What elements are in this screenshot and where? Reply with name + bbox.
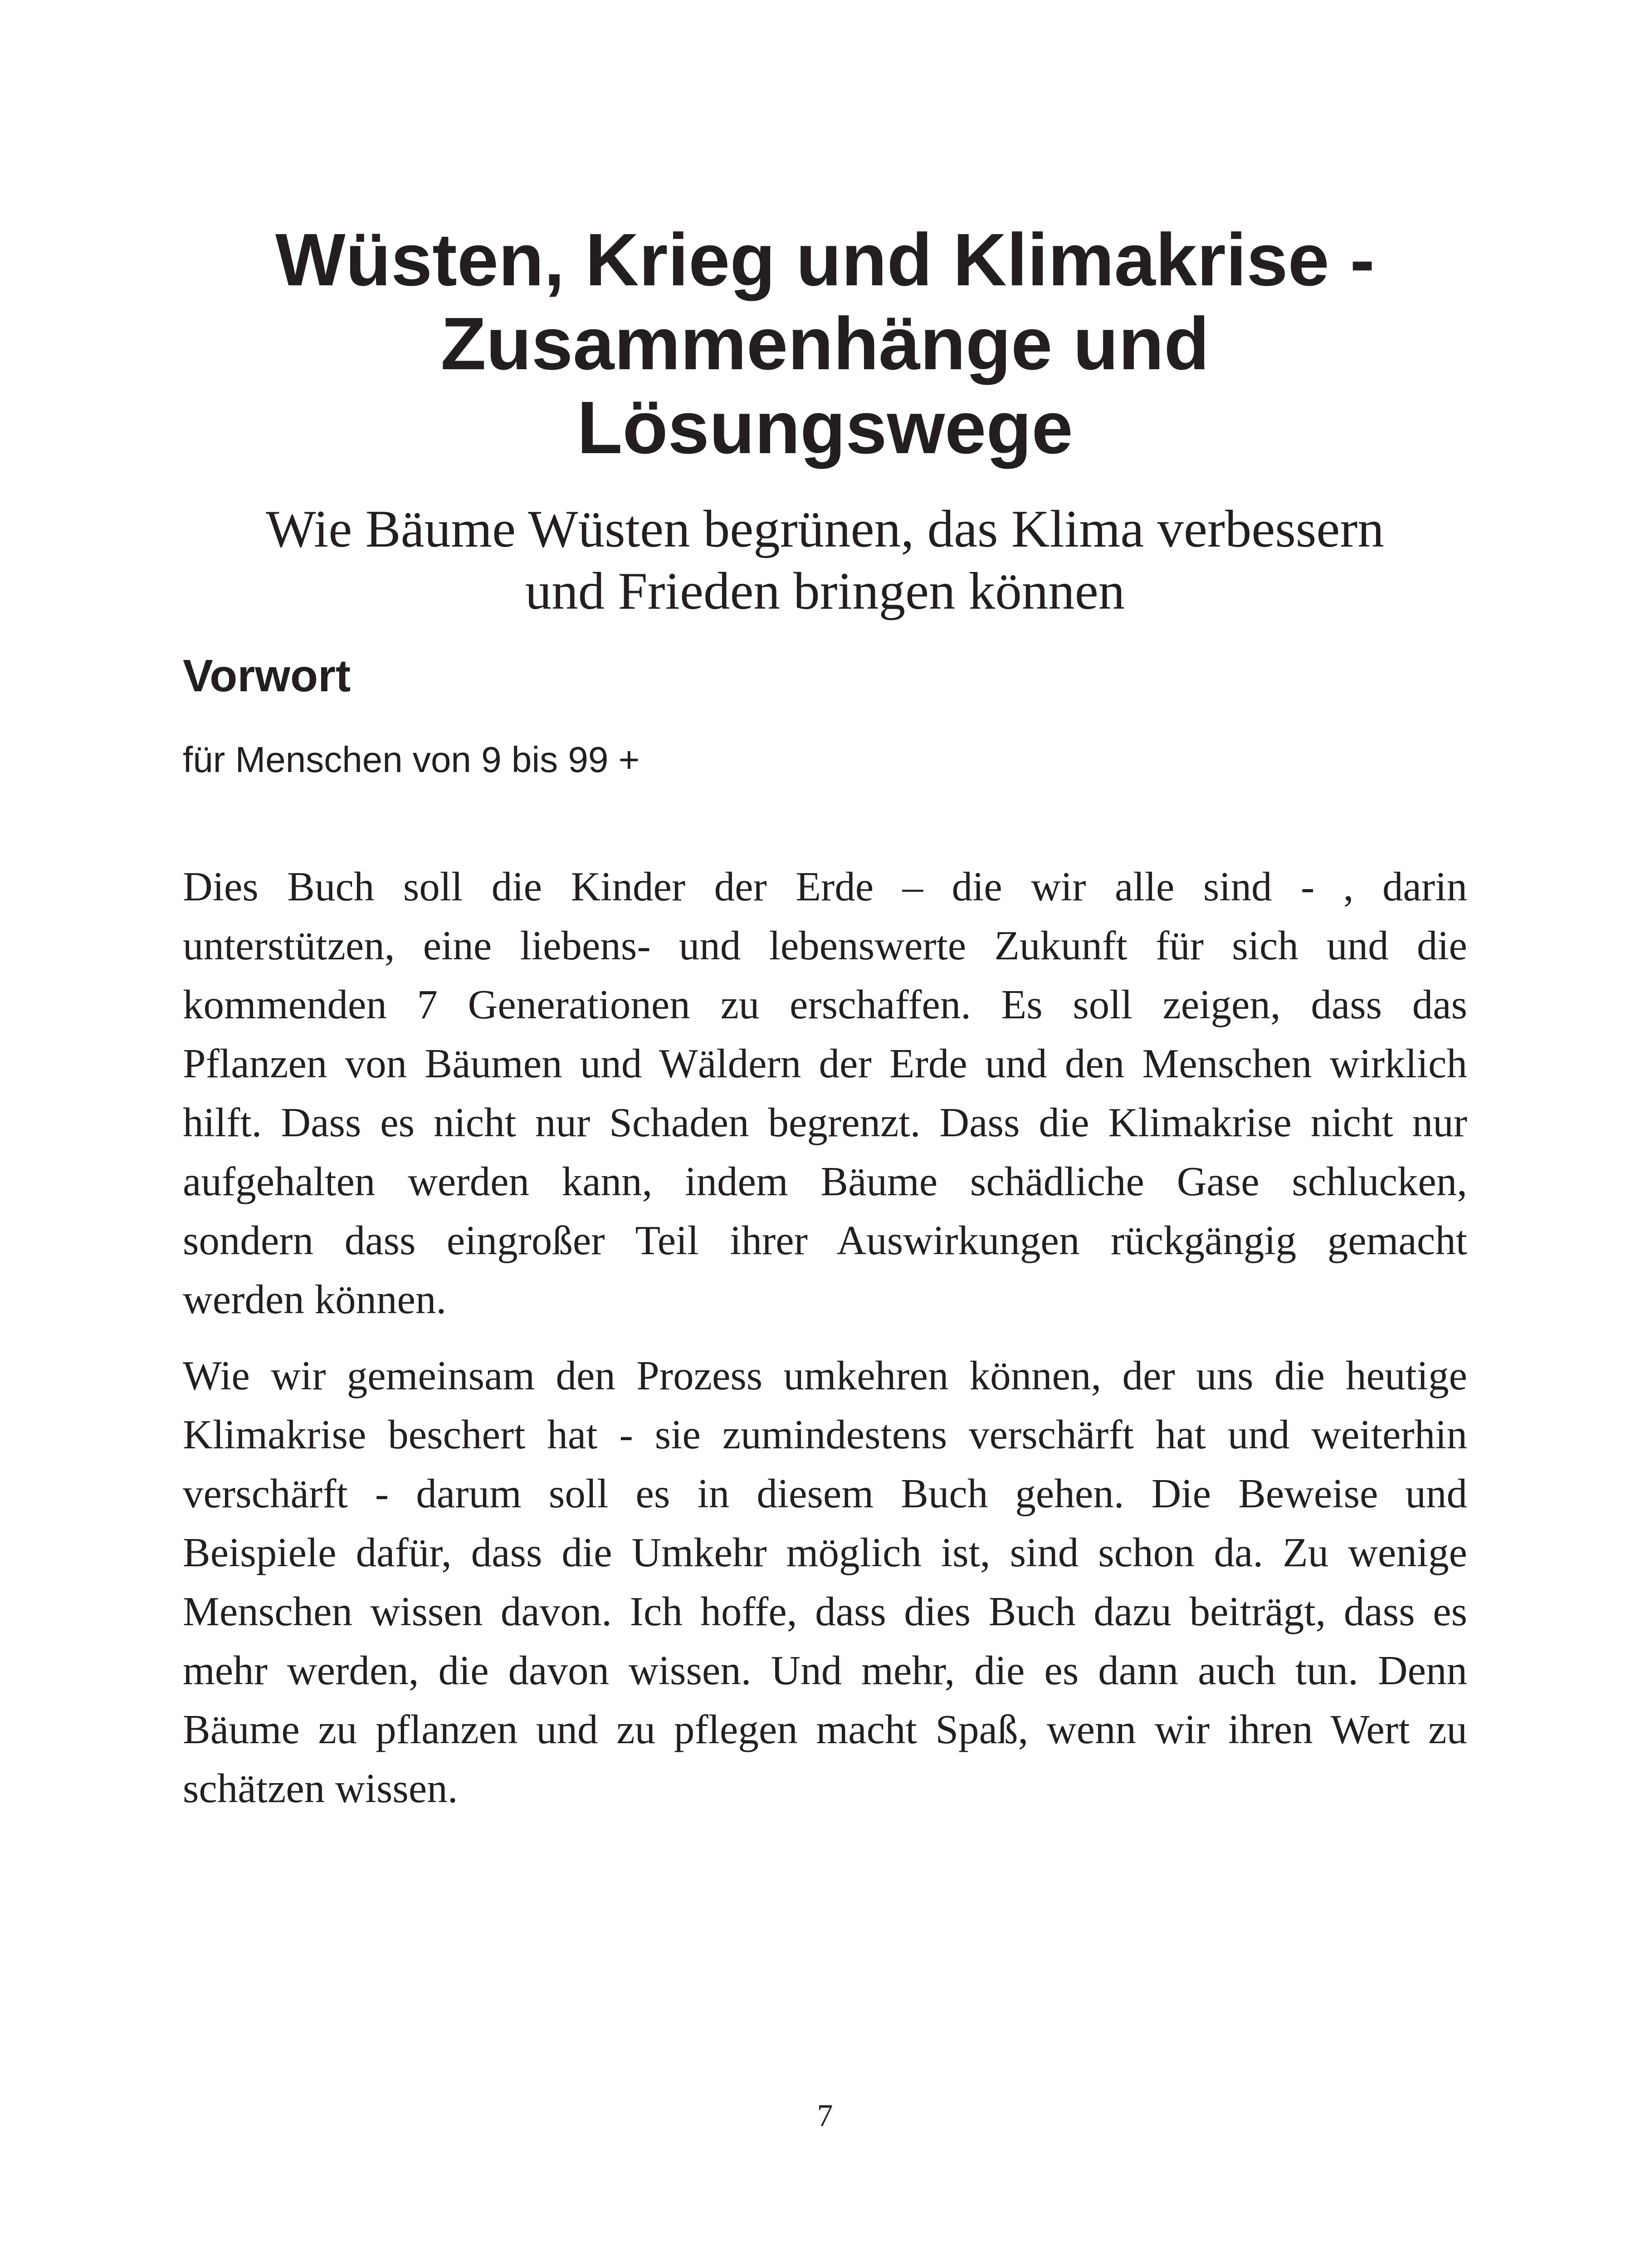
paragraph-line: Wie wir gemeinsam den Prozess umkehren können, der uns die heutige xyxy=(183,1353,1467,1398)
paragraph-line: Bäume zu pflanzen und zu pflegen macht Spaß, wenn wir ihren Wert zu xyxy=(183,1706,1467,1752)
paragraph-line: Klimakrise beschert hat - sie zumindestens verschärft hat und weiterhin xyxy=(183,1412,1467,1457)
title-line-1: Wüsten, Krieg und Klimakrise - xyxy=(275,218,1375,301)
subtitle-line-2: und Frieden bringen können xyxy=(525,562,1125,621)
page-title xyxy=(183,218,1467,469)
page-subtitle xyxy=(183,498,1467,622)
title-line-3: Lösungswege xyxy=(577,386,1073,469)
paragraph-line: mehr werden, die davon wissen. Und mehr, die es dann auch tun. Denn xyxy=(183,1647,1467,1693)
section-heading: Vorwort xyxy=(183,650,351,701)
paragraph-line: kommenden 7 Generationen zu erschaffen. Es soll zeigen, dass das xyxy=(183,982,1467,1027)
paragraph-line: schätzen wissen. xyxy=(183,1765,458,1811)
page-number: 7 xyxy=(817,2098,833,2133)
paragraph-line: Beispiele dafür, dass die Umkehr möglich ist, sind schon da. Zu wenige xyxy=(183,1530,1467,1575)
title-line-2: Zusammenhänge und xyxy=(440,302,1210,385)
paragraph-1 xyxy=(183,857,1467,1329)
paragraph-line: hilft. Dass es nicht nur Schaden begrenzt. Dass die Klimakrise nicht nur xyxy=(183,1100,1467,1145)
paragraph-line: werden können. xyxy=(183,1276,447,1322)
paragraph-2 xyxy=(183,1346,1467,1818)
paragraph-line: Menschen wissen davon. Ich hoffe, dass dies Buch dazu beiträgt, dass es xyxy=(183,1589,1467,1634)
audience-note: für Menschen von 9 bis 99 + xyxy=(183,739,640,780)
paragraph-line: Pflanzen von Bäumen und Wäldern der Erde und den Menschen wirklich xyxy=(183,1041,1467,1086)
paragraph-line: Dies Buch soll die Kinder der Erde – die wir alle sind - , darin xyxy=(183,864,1467,909)
paragraph-line: verschärft - darum soll es in diesem Buch gehen. Die Beweise und xyxy=(183,1471,1467,1516)
subtitle-line-1: Wie Bäume Wüsten begrünen, das Klima verbessern xyxy=(266,500,1384,558)
paragraph-line: sondern dass eingroßer Teil ihrer Auswirkungen rückgängig gemacht xyxy=(183,1217,1467,1263)
paragraph-line: aufgehalten werden kann, indem Bäume schädliche Gase schlucken, xyxy=(183,1158,1467,1204)
paragraph-line: unterstützen, eine liebens- und lebenswerte Zukunft für sich und die xyxy=(183,923,1467,968)
